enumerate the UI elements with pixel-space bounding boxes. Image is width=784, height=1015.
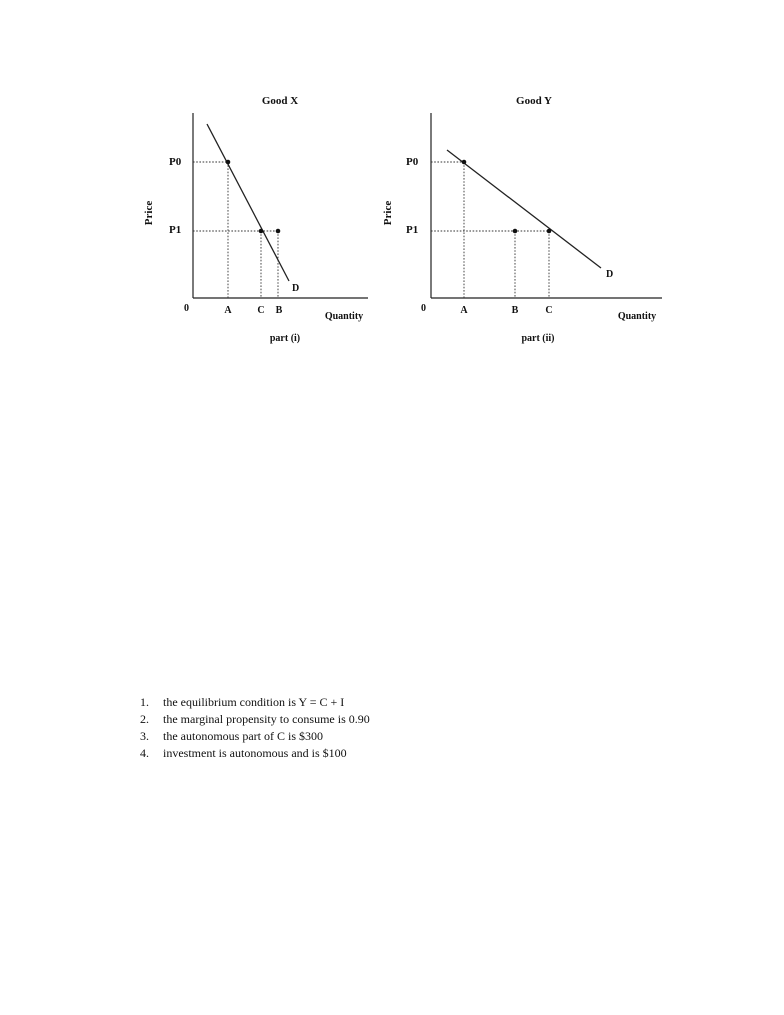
- good-x-panel: [143, 95, 368, 344]
- list-item: [140, 711, 370, 728]
- list-text: the autonomous part of C is $300: [163, 729, 323, 743]
- good-y-point-a: [462, 160, 467, 165]
- list-number: 1.: [140, 695, 149, 709]
- list-number: 2.: [140, 712, 149, 726]
- list-text: the marginal propensity to consume is 0.90: [163, 712, 370, 726]
- good-x-x-axis-label: Quantity: [324, 311, 364, 322]
- good-y-p0-label: P0: [406, 156, 419, 168]
- list-text: investment is autonomous and is $100: [163, 746, 347, 760]
- good-y-panel: [382, 95, 662, 344]
- good-x-y-axis-label: Price: [143, 200, 155, 226]
- good-y-title: Good Y: [516, 95, 552, 107]
- list-number: 3.: [140, 729, 149, 743]
- good-x-quantity-b: B: [275, 305, 283, 316]
- list-number: 4.: [140, 746, 149, 760]
- good-y-y-axis-label: Price: [382, 200, 394, 226]
- list-item: [140, 728, 370, 745]
- good-x-point-b: [276, 229, 281, 234]
- good-y-point-b: [513, 229, 518, 234]
- list-item: [140, 745, 370, 762]
- good-x-quantity-a: A: [224, 305, 232, 316]
- good-y-x-axis-label: Quantity: [617, 311, 657, 322]
- good-x-curve-label: D: [292, 283, 300, 294]
- good-y-point-c: [547, 229, 552, 234]
- demand-diagrams: [0, 0, 784, 360]
- good-y-p1-label: P1: [406, 224, 419, 236]
- good-y-curve-label: D: [606, 269, 614, 280]
- good-x-quantity-c: C: [257, 305, 265, 316]
- conditions-list: [140, 694, 370, 762]
- good-y-origin-label: 0: [421, 303, 426, 314]
- good-y-caption: part (ii): [521, 333, 555, 344]
- good-x-point-c: [259, 229, 264, 234]
- good-x-origin-label: 0: [184, 303, 189, 314]
- good-y-quantity-c: C: [545, 305, 553, 316]
- good-x-demand-curve: [207, 124, 289, 281]
- good-x-point-a: [226, 160, 231, 165]
- good-x-p1-label: P1: [169, 224, 182, 236]
- good-x-title: Good X: [261, 95, 299, 107]
- good-y-quantity-b: B: [511, 305, 519, 316]
- good-y-quantity-a: A: [460, 305, 468, 316]
- good-x-p0-label: P0: [169, 156, 182, 168]
- list-text: the equilibrium condition is Y = C + I: [163, 695, 345, 709]
- list-item: [140, 694, 370, 711]
- good-x-caption: part (i): [269, 333, 301, 344]
- good-y-demand-curve: [447, 150, 601, 268]
